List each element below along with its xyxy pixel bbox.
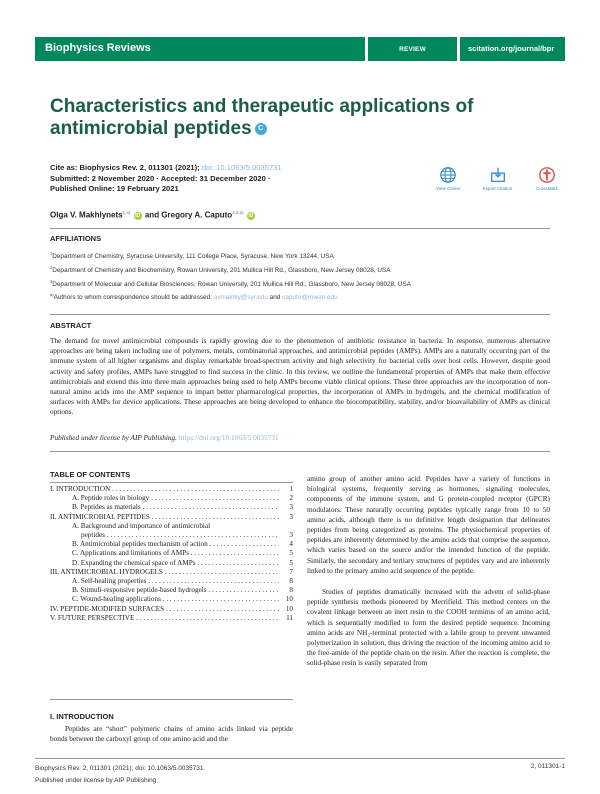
toc-heading: TABLE OF CONTENTS [50,470,131,479]
footer-license: Published under license by AIP Publishing [35,777,157,784]
toc-entry[interactable]: B. Peptides as materials . . . 3 [50,503,293,512]
footer-left [35,763,204,787]
license-line [50,433,279,442]
toc-entry[interactable]: peptides . . . 3 [50,531,293,540]
footer-divider [35,758,565,759]
journal-header [35,37,565,61]
affiliation-list [50,248,550,290]
dates-line-1: Submitted: 2 November 2020 · Accepted: 31 December 2020 · [50,173,271,183]
journal-url-link[interactable]: scitation.org/journal/bpr [460,37,565,61]
divider [50,482,293,483]
dates-line-2: Published Online: 19 February 2021 [50,184,179,193]
affiliations-heading: AFFILIATIONS [50,234,102,243]
divider [50,451,550,452]
view-online-button[interactable] [430,166,466,191]
toc-entry[interactable]: A. Background and importance of antimicrobial [72,521,211,530]
table-of-contents [50,470,293,622]
email-link[interactable]: caputo@rowan.edu [282,294,338,302]
crossmark-icon [538,166,556,184]
article-title [50,96,510,140]
affiliation-item: $^1$Department of Chemistry, Syracuse University, 111 College Place, Syracuse, New York 13244, USA [50,251,334,261]
body-paragraph: Studies of peptides dramatically increased with the advent of solid-phase peptide synthesis methods pioneered by Merrifield. This method centers on the covalent linkage between an inert resin to the COOH terminus of an amino acid, which is sequentially modified to form the desired peptide sequence. Incoming amino acids are NH₂-terminal protected with a labile group to prevent unwanted polymerization in solution, thus driving the reaction of the incoming amino acid to the free-amide of the peptide chain on the resin. After the reaction is complete, the solid-phase resin is easily separated from [307,587,550,668]
toc-entry[interactable]: B. Stimuli-responsive peptide-based hydrogels . . . 8 [50,586,293,595]
toc-entry[interactable]: C. Wound-healing applications . . . 10 [50,595,293,604]
article-type: REVIEW [368,37,457,61]
crossmark-button[interactable] [529,166,565,191]
corr-text: Authors to whom correspondence should be addressed: [53,294,213,302]
toc-entry[interactable]: D. Expanding the chemical space of AMPs . . . 5 [50,559,293,568]
correspondence [50,292,550,301]
collection-icon[interactable]: C [255,123,267,135]
divider [50,699,293,700]
email-link[interactable]: ovmakhly@syr.edu [213,294,268,302]
toc-entry[interactable]: B. Antimicrobial peptides mechanism of action . . . 4 [50,540,293,549]
license-text: Published under license by AIP Publishing. [50,433,178,442]
toc-entry[interactable]: A. Peptide roles in biology . . . 2 [50,494,293,503]
license-doi-link[interactable]: https://doi.org/10.1063/5.0035731 [178,433,279,442]
journal-name[interactable]: Biophysics Reviews [35,37,365,61]
author-name[interactable]: Olga V. Makhlynets [50,210,123,220]
article-actions [430,166,565,191]
author-affiliation-sup: 2,3,a) [232,210,244,215]
toc-entry[interactable]: A. Self-healing properties . . . 8 [50,577,293,586]
toc-entry[interactable]: IV. PEPTIDE-MODIFIED SURFACES . . . 10 [50,605,293,614]
divider [50,228,550,229]
toc-entry[interactable]: V. FUTURE PERSPECTIVE . . . 11 [50,614,293,623]
toc-entry[interactable]: I. INTRODUCTION . . . 1 [50,485,293,494]
citation-block [50,163,360,195]
divider [50,314,550,315]
toc-entry[interactable]: C. Applications and limitations of AMPs . . . 5 [50,549,293,558]
cite-doi-link[interactable]: doi: 10.1063/5.0035731 [201,163,282,172]
export-citation-label: Export Citation [482,186,513,191]
export-citation-button[interactable] [480,166,516,191]
globe-icon [439,166,457,184]
author-list [50,210,256,220]
export-citation-icon [489,166,507,184]
body-paragraph: amino group of another amino acid. Peptides have a variety of functions in biological systems, frequently serving as hormones, signaling molecules, components of the immune system, and G protein-coupled receptor (GPCR) modulators. These naturally occurring peptides typically range from 10 to 50 amino acids, although there is no definitive length designation that delineates peptides from being categorized as proteins. The physiochemical properties of peptides are inherently determined by the amino acids that comprise the sequence, which varies based on the source and/or the intended function of the peptide. Similarly, the secondary and tertiary structures of peptides vary and are inherently linked to the primary amino acid sequence of the peptide. [307,474,550,575]
article-title-text: Characteristics and therapeutic applications of antimicrobial peptides [50,96,474,139]
abstract-heading: ABSTRACT [50,321,92,330]
toc-entry[interactable]: III. ANTIMICROBIAL HYDROGELS . . . 7 [50,568,293,577]
footer-citation: Biophysics Rev. 2, 011301 (2021); doi: 10.1063/5.0035731 [35,765,204,772]
author-name[interactable]: Gregory A. Caputo [161,210,233,220]
right-column [307,474,550,669]
abstract-text: The demand for novel antimicrobial compounds is rapidly growing due to the phenomenon of antibiotic resistance in bacteria. In response, numerous alternative approaches are being taken including use of polymers, metals, combinatorial approaches, and antimicrobial peptides (AMPs). AMPs are a naturally occurring part of the immune system of all higher organisms and display remarkable broad-spectrum activity and high selectivity for bacterial cells over host cells. However, despite good activity and safety profiles, AMPs have struggled to find success in the clinic. In this review, we outline the fundamental properties of AMPs that make them effective antimicrobials and extend this into three main approaches being used to help AMPs become viable clinical options. These three approaches are the incorporation of non-natural amino acids into the AMP sequence to impart better pharmacological properties, the incorporation of AMPs in hydrogels, and the chemical modification of surfaces with AMPs for device applications. These approaches are being developed to enhance the biocompatibility, stability, and/or bioavailability of AMPs as clinical options. [50,336,550,417]
corr-and: and [269,294,281,302]
orcid-icon[interactable]: iD [135,212,141,219]
introduction-text: Peptides are “short” polymeric chains of amino acids linked via peptide bonds between the carboxyl group of one amino acid and the [50,724,293,744]
corr-sup: a) [50,292,54,297]
page-number: 2, 011301-1 [530,763,565,770]
author-affiliation-sup: 1,a) [122,210,131,215]
cite-label: Cite as: Biophysics Rev. 2, 011301 (2021); [50,163,200,172]
toc-entry[interactable]: II. ANTIMICROBIAL PEPTIDES . . . 3 [50,513,293,522]
crossmark-label: CrossMark [536,186,558,191]
author-conjunction: and [144,210,160,220]
introduction-heading: I. INTRODUCTION [50,712,114,721]
affiliation-item: $^3$Department of Molecular and Cellular Biosciences, Rowan University, 201 Mullica Hill Rd., Glassboro, New Jersey 08028, USA [50,279,411,289]
affiliation-item: $^2$Department of Chemistry and Biochemistry, Rowan University, 201 Mullica Hill Rd., Glassboro, New Jersey 08028, USA [50,265,391,275]
orcid-icon[interactable]: iD [248,212,254,219]
view-online-label: View Online [436,186,460,191]
